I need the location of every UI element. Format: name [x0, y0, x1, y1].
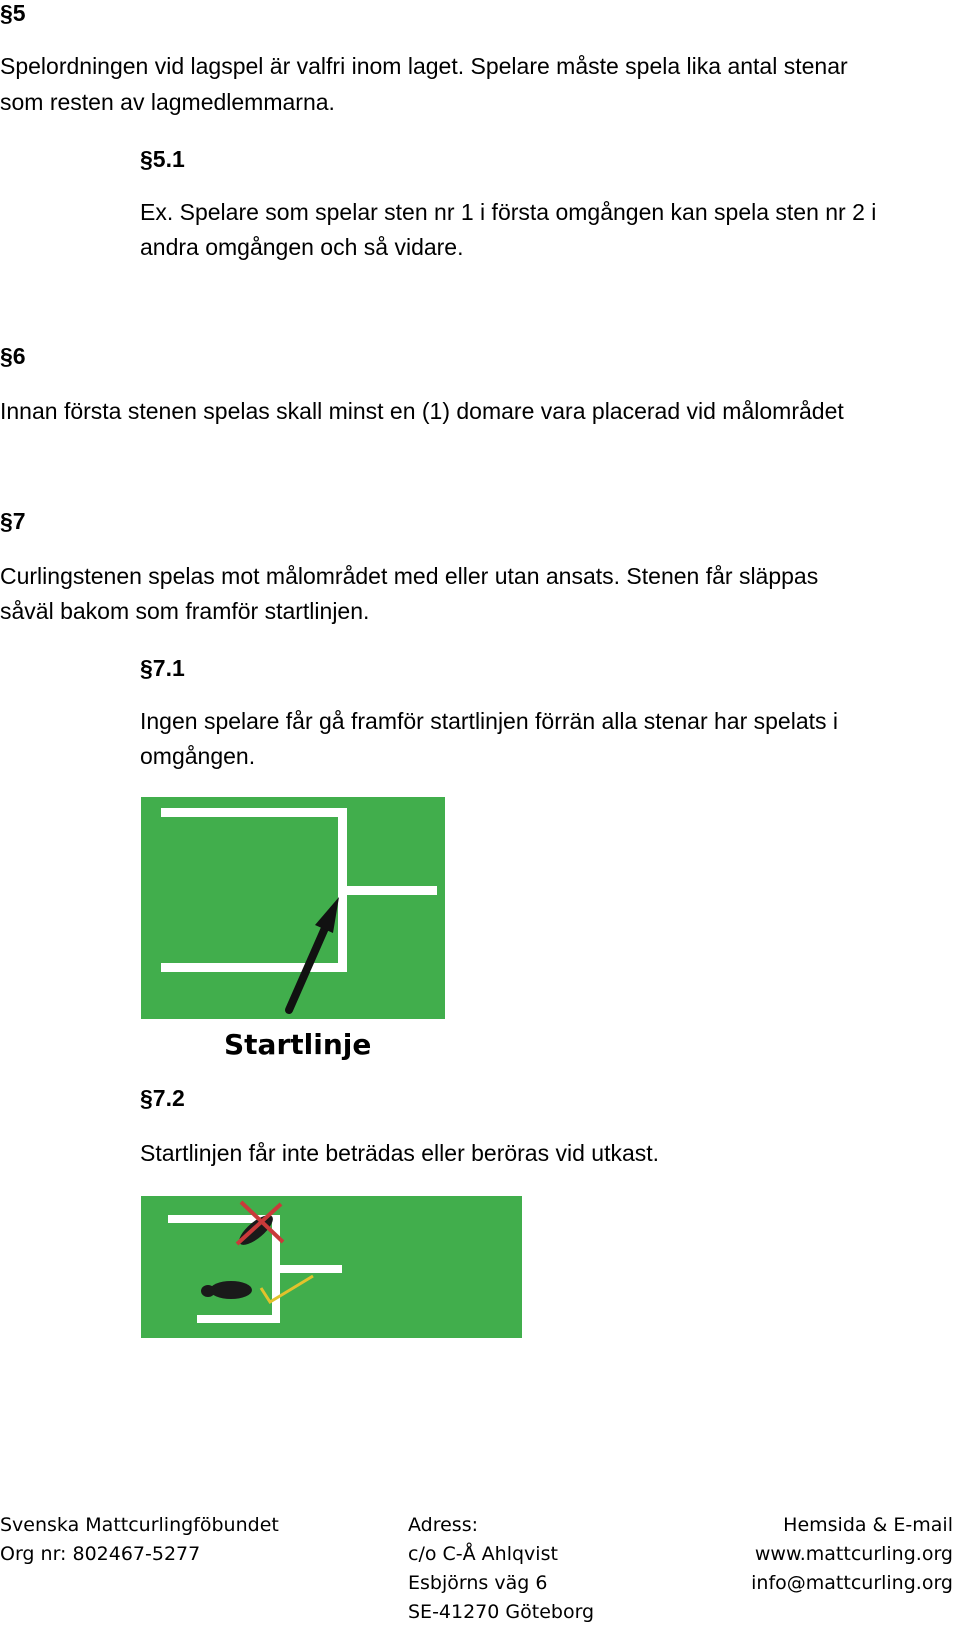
start-line — [338, 808, 347, 972]
section-7-2-line-1: Startlinjen får inte beträdas eller beröras vid utkast. — [140, 1140, 660, 1166]
footer-address-line-1: c/o C-Å Ahlqvist — [408, 1543, 558, 1565]
section-5-1-line-2: andra omgången och så vidare. — [140, 234, 464, 260]
section-5-1-line-1: Ex. Spelare som spelar sten nr 1 i första omgången kan spela sten nr 2 i — [140, 199, 877, 225]
top-line — [161, 808, 347, 817]
delivery-diagram — [141, 1196, 522, 1338]
section-6-heading: §6 — [0, 343, 26, 369]
startline-diagram — [141, 797, 445, 1019]
section-7-heading: §7 — [0, 508, 26, 534]
section-5-line-2: som resten av lagmedlemmarna. — [0, 89, 335, 115]
section-7-1-line-2: omgången. — [140, 743, 256, 769]
footer-org-name: Svenska Mattcurlingföbundet — [0, 1514, 279, 1536]
footer-org-number: Org nr: 802467-5277 — [0, 1543, 201, 1565]
section-7-1-line-1: Ingen spelare får gå framför startlinjen förrän alla stenar har spelats i — [140, 708, 839, 734]
section-5-heading: §5 — [0, 0, 26, 26]
bottom-line — [197, 1315, 280, 1323]
middle-line — [280, 1265, 342, 1273]
section-5-line-1: Spelordningen vid lagspel är valfri inom laget. Spelare måste spela lika antal stenar — [0, 53, 848, 79]
section-5-1-heading: §5.1 — [140, 146, 185, 172]
middle-line — [347, 886, 437, 895]
field-background — [141, 797, 445, 1019]
section-7-1-heading: §7.1 — [140, 655, 185, 681]
section-7-line-2: såväl bakom som framför startlinjen. — [0, 598, 370, 624]
footer-address-line-3: SE-41270 Göteborg — [408, 1601, 595, 1623]
bottom-line — [161, 963, 347, 972]
section-6-line-1: Innan första stenen spelas skall minst en (1) domare vara placerad vid målområdet — [0, 398, 844, 424]
footer-website-link[interactable]: www.mattcurling.org — [754, 1543, 953, 1565]
section-7-2-heading: §7.2 — [140, 1085, 185, 1111]
section-7-line-1: Curlingstenen spelas mot målområdet med eller utan ansats. Stenen får släppas — [0, 563, 819, 589]
footer-email-link[interactable]: info@mattcurling.org — [751, 1572, 953, 1594]
footer-contact-label: Hemsida & E-mail — [783, 1514, 953, 1536]
footer-address-label: Adress: — [408, 1514, 479, 1536]
footer-address-line-2: Esbjörns väg 6 — [408, 1572, 548, 1594]
figure-caption-startlinje: Startlinje — [224, 1028, 372, 1061]
